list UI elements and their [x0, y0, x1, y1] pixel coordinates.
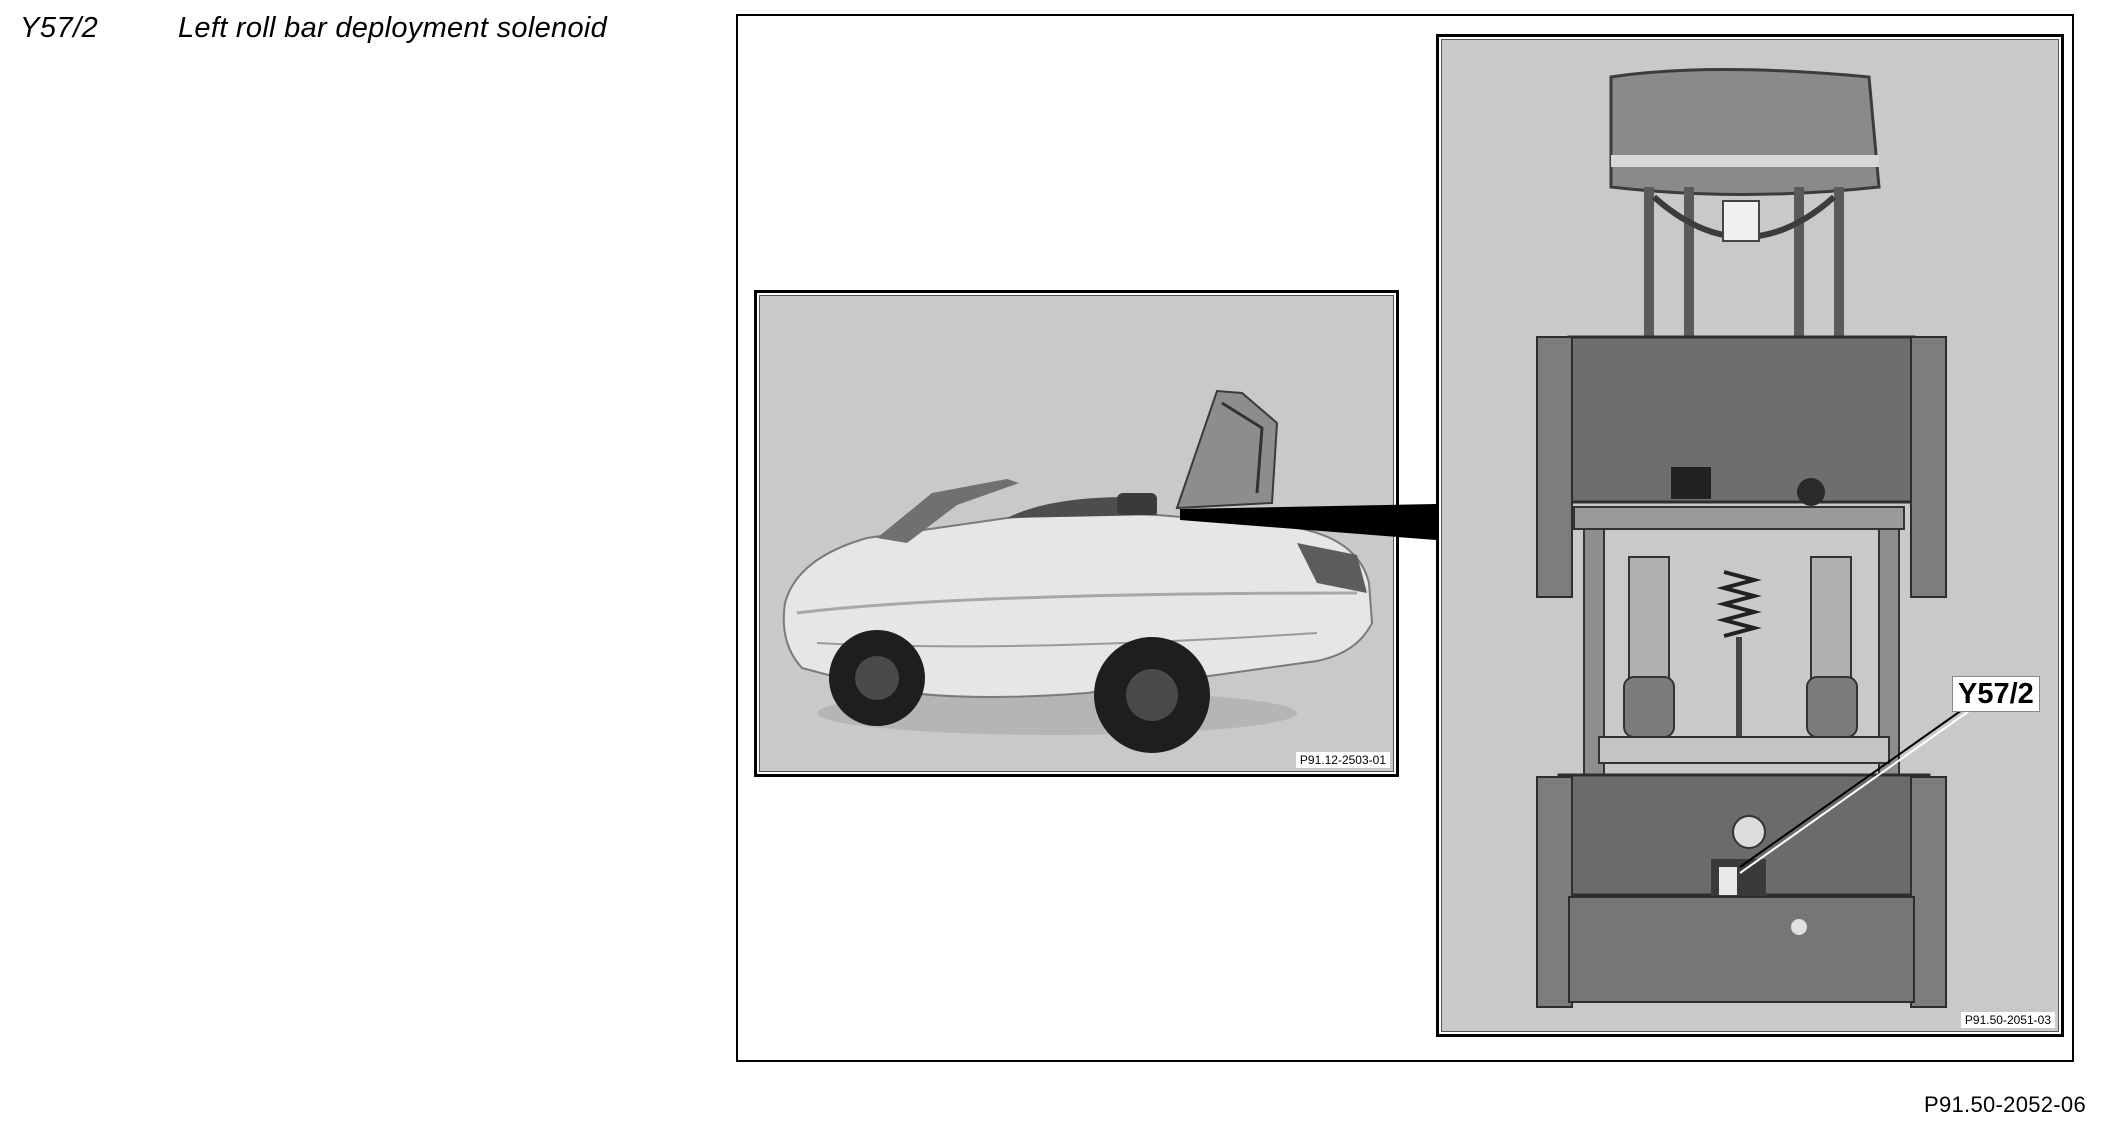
roll-bar-assembly-icon	[1439, 37, 2061, 1034]
car-inset	[754, 290, 1399, 777]
callout-label: Y57/2	[1952, 676, 2040, 712]
figure-reference: P91.50-2052-06	[1924, 1092, 2086, 1117]
roll-bar-inset	[1436, 34, 2064, 1037]
legend-description: Left roll bar deployment solenoid	[178, 12, 608, 44]
roll-bar-inset-reference: P91.50-2051-03	[1961, 1012, 2055, 1028]
legend-code: Y57/2	[20, 12, 99, 44]
convertible-car-icon	[757, 293, 1396, 774]
car-inset-reference: P91.12-2503-01	[1296, 752, 1390, 768]
